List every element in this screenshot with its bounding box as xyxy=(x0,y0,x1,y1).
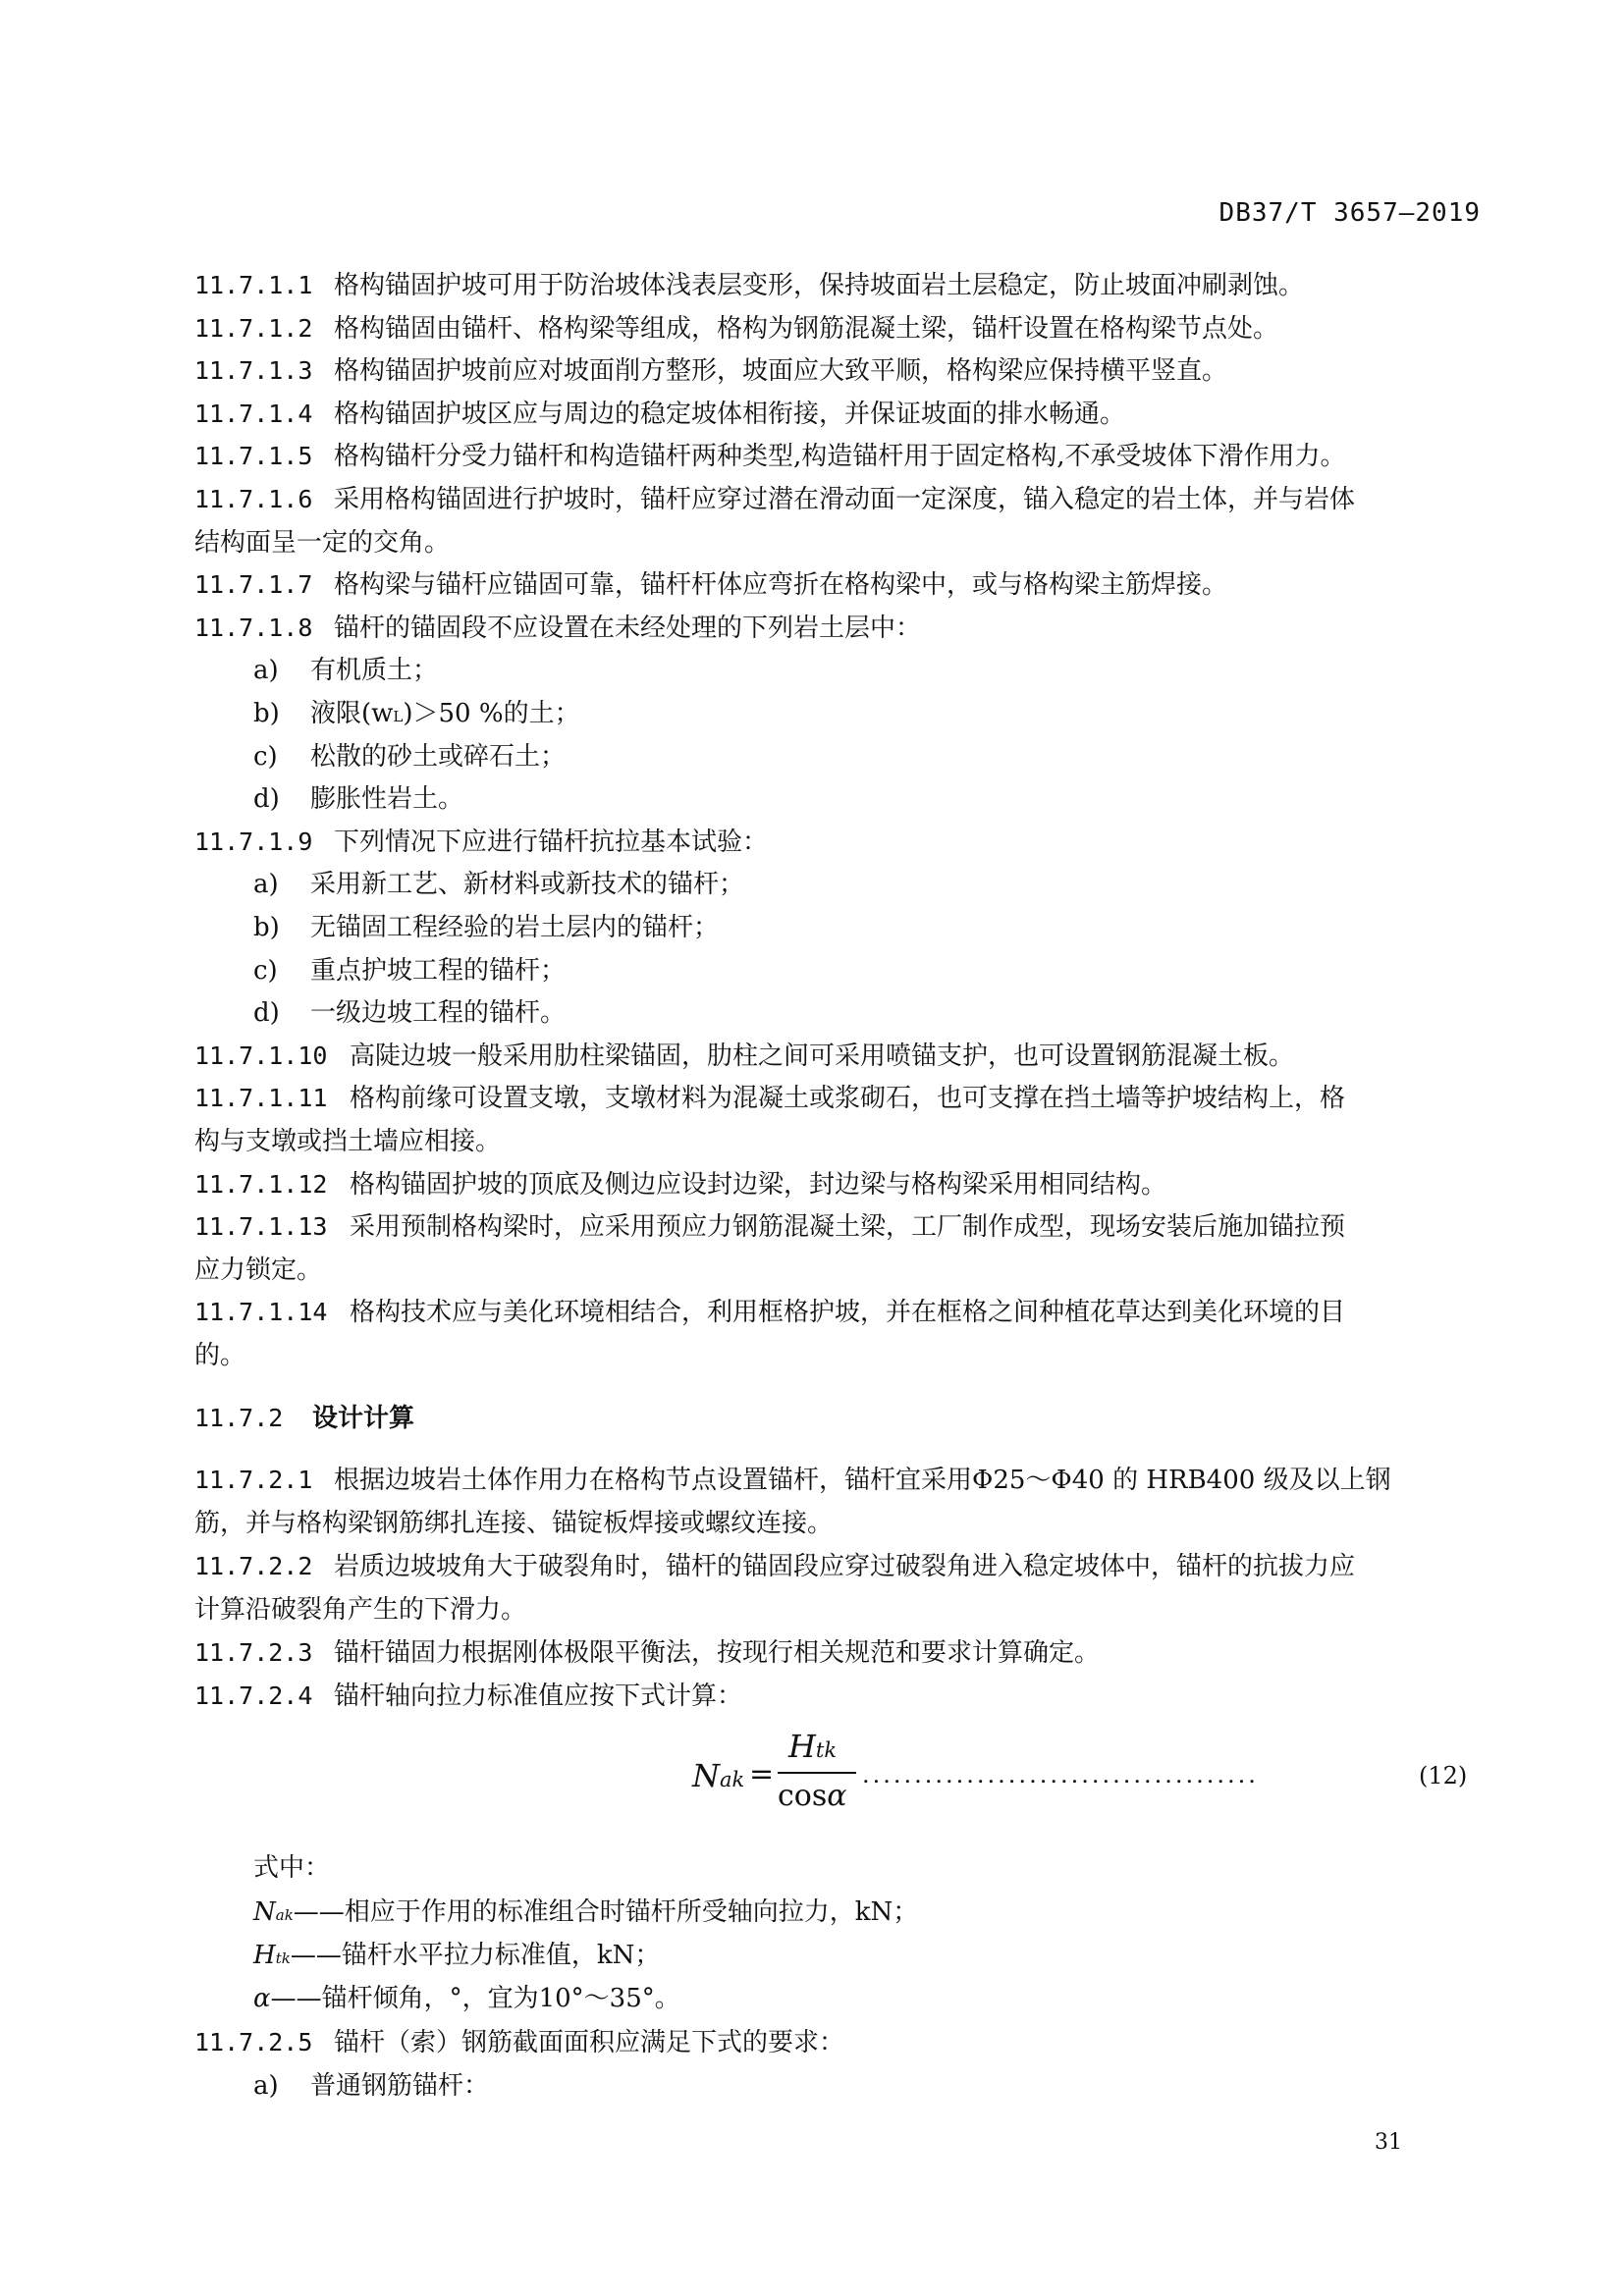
formula-equals: = xyxy=(749,1757,775,1791)
clause-line xyxy=(194,1041,1294,1071)
list-label: a) xyxy=(253,870,279,900)
clause-text: 松散的砂土或碎石土； xyxy=(310,741,567,772)
clause-line xyxy=(194,570,1227,600)
list-label: c) xyxy=(253,955,278,986)
list-item xyxy=(253,742,566,772)
list-label: b) xyxy=(253,699,280,728)
section-number: 11.7.2 xyxy=(194,1404,284,1432)
clause-line xyxy=(194,1509,833,1538)
clause-number: 11.7.1.1 xyxy=(194,271,313,299)
clause-line xyxy=(194,1170,1166,1200)
clause-text: 格构锚固护坡区应与周边的稳定坡体相衔接，并保证坡面的排水畅通。 xyxy=(334,399,1126,429)
clause-text-continued: )＞50 %的土； xyxy=(403,699,580,728)
clause-text: 格构锚杆分受力锚杆和构造锚杆两种类型,构造锚杆用于固定格构,不承受坡体下滑作用力。 xyxy=(334,442,1346,472)
clause-line xyxy=(194,314,1278,344)
clause-text: 液限(w xyxy=(310,699,394,728)
clause-number: 11.7.1.5 xyxy=(194,442,313,471)
clause-line xyxy=(194,485,1355,514)
clause-text: 采用新工艺、新材料或新技术的锚杆； xyxy=(310,870,745,900)
clause-line xyxy=(194,1084,1345,1113)
list-label: b) xyxy=(253,913,280,942)
symbol-definition xyxy=(253,1984,680,2013)
clause-text: 采用预制格构梁时，应采用预应力钢筋混凝土梁，工厂制作成型，现场安装后施加锚拉预 xyxy=(350,1212,1346,1243)
clause-line xyxy=(194,1595,526,1625)
section-title: 设计计算 xyxy=(312,1404,415,1433)
symbol: N xyxy=(253,1897,276,1927)
page-number: 31 xyxy=(1375,2130,1402,2155)
clause-text: 结构面呈一定的交角。 xyxy=(194,527,451,558)
list-label: d) xyxy=(253,784,280,815)
list-label: d) xyxy=(253,998,280,1029)
list-item xyxy=(253,2071,489,2101)
list-item xyxy=(253,870,744,899)
clause-text: 格构锚固由锚杆、格构梁等组成，格构为钢筋混凝土梁，锚杆设置在格构梁节点处。 xyxy=(334,313,1279,344)
clause-number: 11.7.1.7 xyxy=(194,570,313,600)
clause-line xyxy=(194,1341,245,1370)
clause-line xyxy=(194,271,1304,300)
clause-number: 11.7.1.3 xyxy=(194,356,313,386)
clause-number: 11.7.2.3 xyxy=(194,1638,313,1667)
clause-line xyxy=(194,1552,1355,1581)
clause-text: 有机质土； xyxy=(310,656,439,686)
clause-line xyxy=(194,614,921,643)
clause-line xyxy=(194,442,1346,471)
clause-text: 一级边坡工程的锚杆。 xyxy=(310,998,567,1029)
clause-text: 格构梁与锚杆应锚固可靠，锚杆杆体应弯折在格构梁中，或与格构梁主筋焊接。 xyxy=(334,570,1228,601)
clause-number: 11.7.1.14 xyxy=(194,1298,328,1327)
clause-text: 岩质边坡坡角大于破裂角时，锚杆的锚固段应穿过破裂角进入稳定坡体中，锚杆的抗拔力应 xyxy=(334,1552,1356,1581)
section-heading xyxy=(194,1404,414,1433)
formula-numerator: Htk xyxy=(788,1728,838,1765)
list-item xyxy=(253,998,566,1028)
clause-text: 计算沿破裂角产生的下滑力。 xyxy=(194,1595,527,1625)
formula-lhs: Nak xyxy=(692,1757,745,1794)
clause-text: 膨胀性岩土。 xyxy=(310,784,464,815)
symbol-definition xyxy=(253,1941,660,1973)
clause-line xyxy=(194,828,768,857)
clause-text: 锚杆轴向拉力标准值应按下式计算： xyxy=(334,1682,743,1711)
clause-number: 11.7.2.1 xyxy=(194,1466,313,1494)
list-item xyxy=(253,913,719,942)
formula-12 xyxy=(687,1728,1473,1836)
clause-text: 普通钢筋锚杆： xyxy=(310,2071,490,2101)
fraction-bar xyxy=(778,1772,856,1774)
clause-line xyxy=(194,400,1125,429)
symbol-description: ——锚杆倾角，°，宜为10°～35°。 xyxy=(270,1984,680,2013)
symbol-subscript: tk xyxy=(275,1949,291,1967)
clause-number: 11.7.1.13 xyxy=(194,1212,328,1242)
subscript: L xyxy=(393,708,404,725)
clause-text: 锚杆（索）钢筋截面面积应满足下式的要求： xyxy=(334,2028,845,2057)
clause-line xyxy=(194,2028,844,2057)
clause-number: 11.7.1.8 xyxy=(194,613,313,642)
clause-number: 11.7.2.5 xyxy=(194,2028,313,2056)
clause-text: 的。 xyxy=(194,1341,246,1370)
symbol-description: ——锚杆水平拉力标准值，kN； xyxy=(290,1941,661,1970)
list-item xyxy=(253,656,438,685)
clause-number: 11.7.1.4 xyxy=(194,399,313,428)
clause-line xyxy=(194,1127,501,1156)
list-item xyxy=(253,956,566,986)
clause-text: 根据边坡岩土体作用力在格构节点设置锚杆，锚杆宜采用Φ25～Φ40 的 HRB400 级及以上钢 xyxy=(334,1466,1391,1495)
clause-text: 格构锚固护坡的顶底及侧边应设封边梁，封边梁与格构梁采用相同结构。 xyxy=(350,1169,1167,1200)
clause-number: 11.7.1.12 xyxy=(194,1169,328,1199)
clause-text: 无锚固工程经验的岩土层内的锚杆； xyxy=(310,913,720,942)
equation-number: (12) xyxy=(1419,1762,1468,1789)
clause-number: 11.7.2.4 xyxy=(194,1682,313,1710)
clause-text: 下列情况下应进行锚杆抗拉基本试验： xyxy=(334,827,769,857)
clause-text: 高陡边坡一般采用肋柱梁锚固，肋柱之间可采用喷锚支护，也可设置钢筋混凝土板。 xyxy=(350,1041,1295,1071)
list-label: a) xyxy=(253,2071,279,2101)
where-intro: 式中： xyxy=(253,1853,331,1883)
clause-number: 11.7.1.10 xyxy=(194,1041,328,1070)
clause-line xyxy=(194,1638,1100,1668)
clause-text: 构与支墩或挡土墙应相接。 xyxy=(194,1127,502,1156)
clause-line xyxy=(194,1255,322,1285)
clause-text: 采用格构锚固进行护坡时，锚杆应穿过潜在滑动面一定深度，锚入稳定的岩土体，并与岩体 xyxy=(334,485,1356,514)
symbol-subscript: ak xyxy=(275,1906,294,1924)
clause-number: 11.7.2.2 xyxy=(194,1552,313,1580)
symbol-definition xyxy=(253,1897,918,1930)
formula-denominator: cosα xyxy=(778,1779,847,1813)
clause-text: 格构锚固护坡可用于防治坡体浅表层变形，保持坡面岩土层稳定，防止坡面冲刷剥蚀。 xyxy=(334,271,1305,300)
clause-line xyxy=(194,1682,742,1711)
list-label: c) xyxy=(253,741,278,772)
clause-line xyxy=(194,528,450,558)
clause-text: 重点护坡工程的锚杆； xyxy=(310,955,567,986)
clause-text: 锚杆的锚固段不应设置在未经处理的下列岩土层中： xyxy=(334,613,922,643)
clause-text: 格构前缘可设置支墩，支墩材料为混凝土或浆砌石，也可支撑在挡土墙等护坡结构上，格 xyxy=(350,1084,1346,1114)
symbol: α xyxy=(253,1984,271,2013)
clause-line xyxy=(194,1298,1345,1327)
clause-text: 格构锚固护坡前应对坡面削方整形，坡面应大致平顺，格构梁应保持横平竖直。 xyxy=(334,356,1228,387)
clause-text: 应力锁定。 xyxy=(194,1255,323,1285)
clause-line xyxy=(194,1212,1345,1242)
leader-dots: ...................................... xyxy=(862,1761,1259,1789)
list-item xyxy=(253,699,580,731)
list-label: a) xyxy=(253,656,279,686)
clause-number: 11.7.1.11 xyxy=(194,1084,328,1113)
clause-number: 11.7.1.6 xyxy=(194,485,313,513)
symbol: H xyxy=(253,1941,276,1970)
symbol-description: ——相应于作用的标准组合时锚杆所受轴向拉力，kN； xyxy=(293,1897,919,1927)
clause-text: 格构技术应与美化环境相结合，利用框格护坡，并在框格之间种植花草达到美化环境的目 xyxy=(350,1298,1346,1328)
clause-text: 锚杆锚固力根据刚体极限平衡法，按现行相关规范和要求计算确定。 xyxy=(334,1638,1101,1668)
clause-line xyxy=(194,356,1227,386)
document-code: DB37/T 3657—2019 xyxy=(1218,198,1481,228)
clause-number: 11.7.1.2 xyxy=(194,313,313,343)
list-item xyxy=(253,784,463,814)
clause-line xyxy=(194,1466,1391,1495)
clause-text: 筋，并与格构梁钢筋绑扎连接、锚锭板焊接或螺纹连接。 xyxy=(194,1509,834,1538)
clause-number: 11.7.1.9 xyxy=(194,827,313,856)
